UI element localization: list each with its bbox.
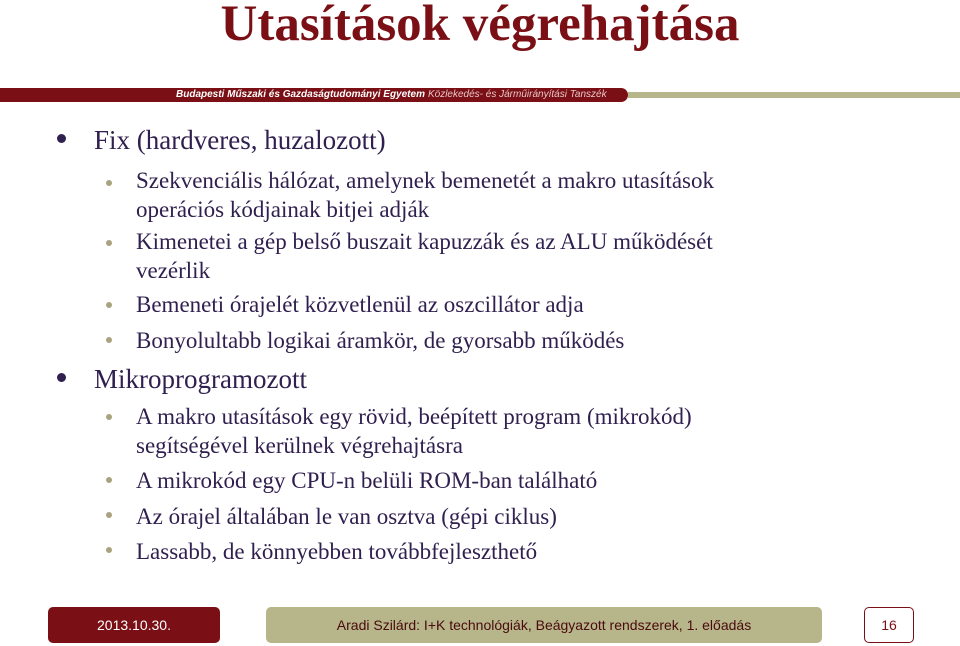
bullet-level2 — [106, 477, 112, 483]
bullet-level1 — [57, 134, 66, 143]
department-name: Közlekedés- és Járműirányítási Tanszék — [427, 89, 607, 100]
banner-text — [176, 88, 607, 102]
bullet-level2 — [106, 414, 112, 420]
heading-fixed: Fix (hardveres, huzalozott) — [94, 125, 386, 155]
bullet-level2 — [106, 512, 112, 518]
bullet-level1 — [57, 373, 66, 382]
bullet-level2 — [106, 337, 112, 343]
fixed-item1-line1: Szekvenciális hálózat, amelynek bemenetét a makro utasítások — [136, 168, 714, 193]
bullet-level2 — [106, 547, 112, 553]
micro-item4: Lassabb, de könnyebben továbbfejleszthető — [136, 539, 538, 564]
micro-item1-line2: segítségével kerülnek végrehajtásra — [136, 433, 463, 458]
micro-item2: A mikrokód egy CPU-n belüli ROM-ban található — [136, 468, 598, 493]
heading-micro: Mikroprogramozott — [94, 364, 307, 394]
banner-light-bar — [628, 92, 960, 98]
fixed-item2-line1: Kimenetei a gép belső buszait kapuzzák és az ALU működését — [136, 229, 713, 254]
footer-course-info: Aradi Szilárd: I+K technológiák, Beágyazott rendszerek, 1. előadás — [266, 607, 822, 643]
micro-item1-line1: A makro utasítások egy rövid, beépített program (mikrokód) — [136, 404, 692, 429]
university-banner — [0, 88, 960, 102]
micro-item3: Az órajel általában le van osztva (gépi ciklus) — [136, 504, 557, 529]
bullet-level2 — [106, 302, 112, 308]
university-name: Budapesti Műszaki és Gazdaságtudományi Egyetem — [176, 89, 425, 100]
page-number: 16 — [864, 607, 914, 643]
bullet-level2 — [106, 180, 112, 186]
fixed-item4: Bonyolultabb logikai áramkör, de gyorsabb működés — [136, 328, 625, 353]
fixed-item3: Bemeneti órajelét közvetlenül az oszcillátor adja — [136, 292, 584, 317]
slide-title: Utasítások végrehajtása — [220, 0, 740, 52]
footer-date: 2013.10.30. — [48, 607, 220, 643]
fixed-item1-line2: operációs kódjainak bitjei adják — [136, 197, 430, 222]
bullet-level2 — [106, 240, 112, 246]
fixed-item2-line2: vezérlik — [136, 258, 211, 283]
